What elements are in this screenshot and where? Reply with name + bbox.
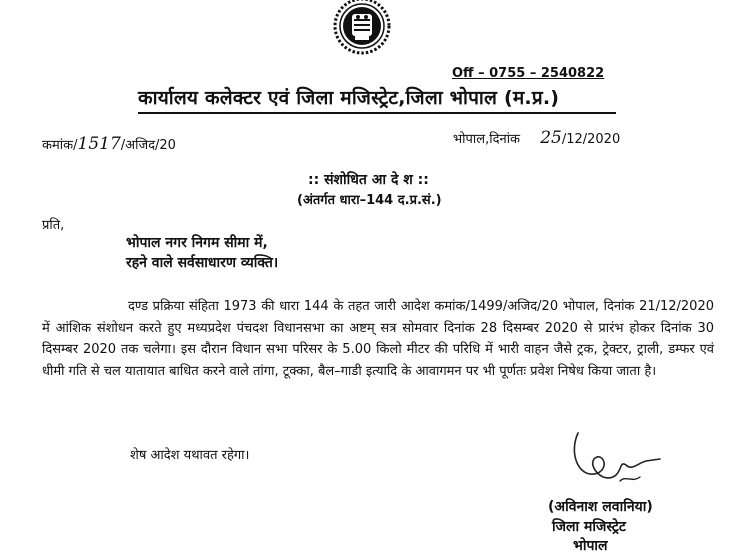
order-date — [453, 128, 620, 148]
signatory-place: भोपाल — [573, 538, 608, 554]
recipient-line-1: भोपाल नगर निगम सीमा में, — [126, 235, 268, 251]
office-heading: कार्यालय कलेक्टर एवं जिला मजिस्ट्रेट,जिला भोपाल (म.प्र.) — [138, 87, 560, 109]
reference-prefix: कमांक/ — [42, 138, 78, 153]
signatory-designation: जिला मजिस्ट्रेट — [552, 519, 626, 535]
recipient-line-2: रहने वाले सर्वसाधारण व्यक्ति। — [126, 255, 279, 271]
recipient-label: प्रति, — [42, 218, 65, 233]
order-subtitle: (अंतर्गत धारा–144 द.प्र.सं.) — [297, 193, 442, 208]
reference-number — [42, 134, 176, 154]
date-label: भोपाल,दिनांक — [453, 132, 521, 147]
remaining-order-note: शेष आदेश यथावत रहेगा। — [130, 448, 250, 463]
order-body-paragraph: दण्ड प्रक्रिया संहिता 1973 की धारा 144 के तहत जारी आदेश कमांक/1499/अजिद/20 भोपाल, दिनांक 21/12/2020 में आंशिक संशोधन करते हुए मध्यप्रदेश पंचदश विधानसभा का अष्टम् सत्र सोमवार दिनांक 28 दिसम्बर 2020 से प्रारंभ होकर दिनांक 30 दिसम्बर 2020 तक चलेगा। इस दौरान विधान सभा परिसर के 5.00 किलो मीटर की परिधि में भारी वाहन जैसे ट्रक, ट्रेक्टर, ट्राली, डम्फर एवं धीमी गति से चल यातायात बाधित करने वाले तांगा, टूक्का, बैल–गाडी इत्यादि के आवागमन पर भी पूर्णतः प्रवेश निषेध किया जाता है। — [42, 299, 714, 379]
signature-mark — [560, 425, 670, 505]
office-phone: Off – 0755 – 2540822 — [452, 66, 605, 81]
order-title: :: संशोधित आ दे श :: — [308, 172, 429, 188]
state-emblem-icon — [324, 0, 400, 60]
heading-underline — [138, 112, 616, 114]
reference-handwritten-number: 1517 — [77, 134, 121, 154]
reference-suffix: /अजिद/20 — [120, 138, 176, 153]
date-handwritten-day: 25 — [540, 128, 562, 148]
signatory-name: (अविनाश लवानिया) — [548, 499, 653, 515]
date-rest: /12/2020 — [561, 132, 621, 147]
